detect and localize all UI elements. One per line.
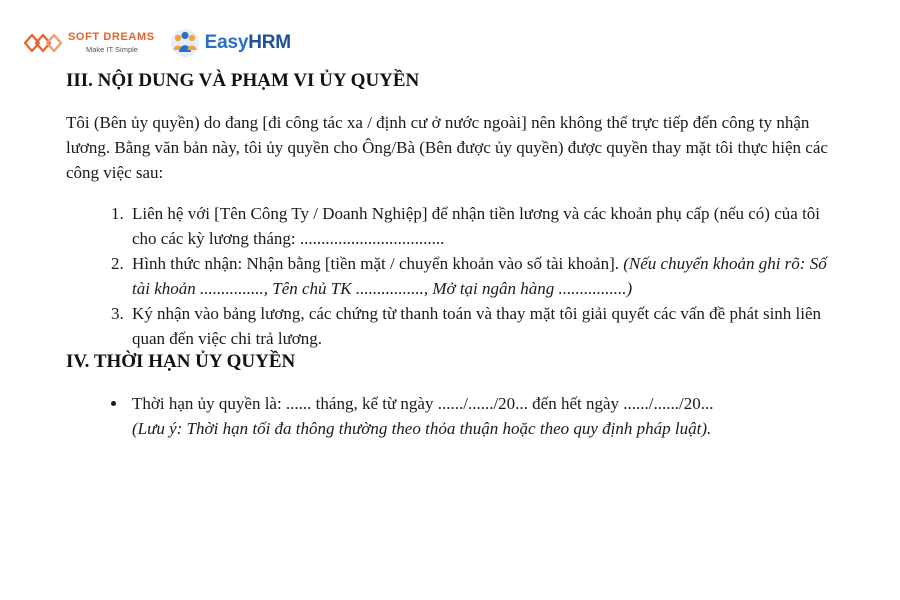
list-item-text: Ký nhận vào bảng lương, các chứng từ thanh toán và thay mặt tôi giải quyết các vấn đề phát sinh liên quan đến việc chi trả lương. — [132, 304, 822, 348]
softdreams-mark-icon — [22, 28, 64, 58]
section-3-title: III. NỘI DUNG VÀ PHẠM VI ỦY QUYỀN — [66, 70, 420, 91]
easyhrm-wordmark — [205, 32, 291, 54]
list-item-text: Hình thức nhận: Nhận bằng [tiền mặt / chuyển khoản vào số tài khoản]. — [132, 254, 624, 273]
list-item — [128, 301, 846, 351]
softdreams-logo — [22, 28, 155, 58]
list-item — [128, 201, 846, 251]
list-item-text: Liên hệ với [Tên Công Ty / Doanh Nghiệp] để nhận tiền lương và các khoản phụ cấp (nếu có) của tôi cho các kỳ lương tháng: .................................. — [132, 204, 821, 248]
easyhrm-word-hrm: HRM — [248, 32, 291, 53]
authorization-list — [66, 201, 846, 351]
softdreams-name: SOFT DREAMS — [68, 31, 155, 44]
term-list — [66, 391, 846, 441]
section-3-intro: Tôi (Bên ủy quyền) do đang [đi công tác xa / định cư ở nước ngoài] nên không thể trực tiếp đến công ty nhận lương. Bằng văn bản này, tôi ủy quyền cho Ông/Bà (Bên được ủy quyền) được quyền thay mặt tôi thực hiện các công việc sau: — [66, 113, 828, 182]
easyhrm-word-easy: Easy — [204, 32, 249, 53]
easyhrm-logo — [169, 28, 291, 58]
list-item-note: (Nếu chuyển khoản ghi rõ: Số tài khoản ..............., Tên chủ TK ................, Mở tại ngân hàng ................) — [132, 254, 827, 298]
list-item — [128, 391, 846, 441]
document-body — [66, 70, 846, 441]
list-item — [128, 251, 846, 301]
softdreams-tagline: Make IT Simple — [86, 45, 138, 55]
term-text: Thời hạn ủy quyền là: ...... tháng, kể từ ngày ....../....../20... đến hết ngày ....../....../20... — [132, 394, 714, 413]
section-4-title: IV. THỜI HẠN ỦY QUYỀN — [66, 351, 296, 372]
easyhrm-people-icon — [169, 28, 201, 58]
header-logos — [22, 24, 291, 62]
term-note: (Lưu ý: Thời hạn tối đa thông thường theo thỏa thuận hoặc theo quy định pháp luật). — [132, 419, 712, 438]
